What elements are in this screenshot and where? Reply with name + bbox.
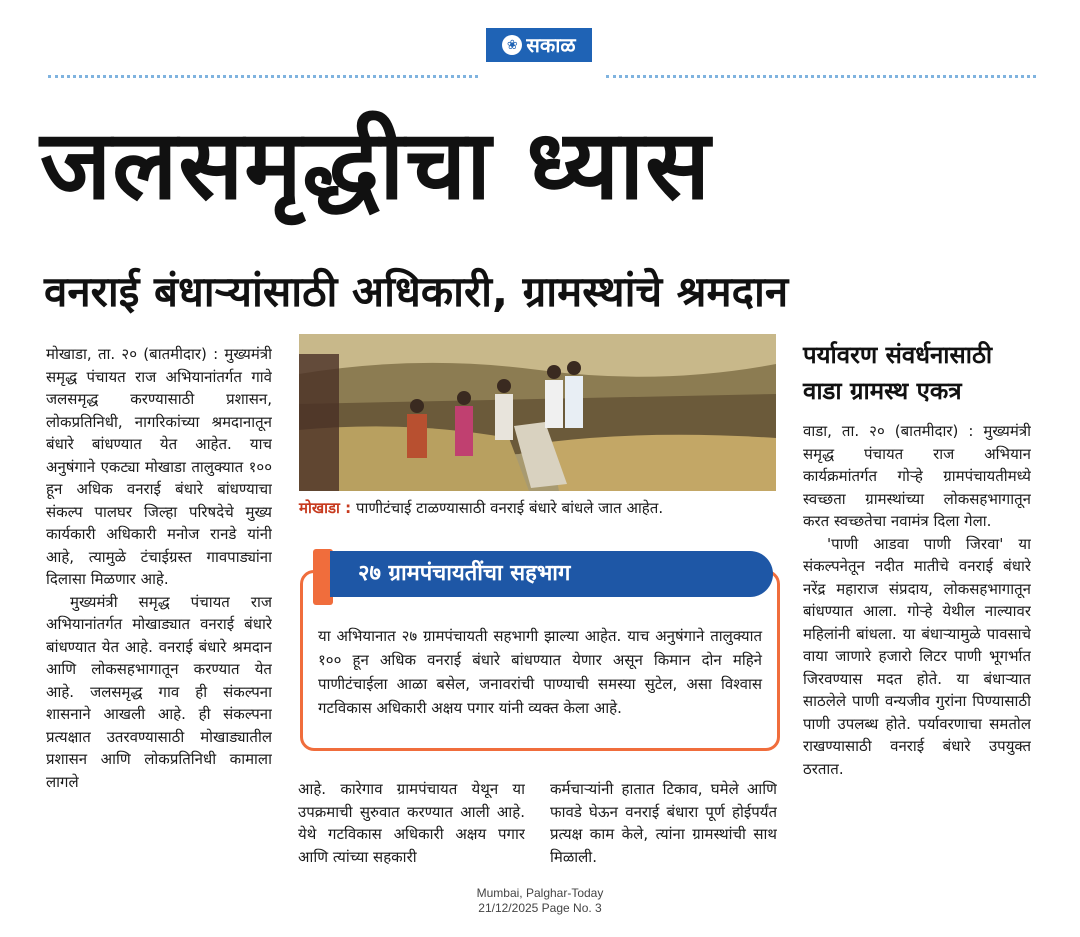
side-story-paragraph-1: वाडा, ता. २० (बातमीदार) : मुख्यमंत्री समृद्ध पंचायत राज अभियान कार्यक्रमांतर्गत गोऱ्हे ग्रामपंचायतीमध्ये स्वच्छता ग्रामस्थांच्या लोकसहभागातून करत स्वच्छतेचा नवामंत्र दिला गेला. bbox=[803, 422, 1031, 530]
footer-edition: Mumbai, Palghar-Today bbox=[476, 886, 604, 900]
news-photo bbox=[299, 334, 776, 491]
newspaper-logo bbox=[486, 28, 592, 62]
highlight-box-text: या अभियानात २७ ग्रामपंचायती सहभागी झाल्या आहेत. याच अनुषंगाने तालुक्यात १०० हून अधिक वनराई बंधारे बांधण्यात येणार असून किमान दोन महिने पाणीटंचाईला आळा बसेल, जनावरांची पाण्याची समस्या सुटेल, असा विश्वास गटविकास अधिकारी अक्षय पगार यांनी व्यक्त केला आहे. bbox=[318, 627, 762, 717]
main-story-paragraph-2: मुख्यमंत्री समृद्ध पंचायत राज अभियानांतर्गत मोखाड्यात वनराई बंधारे बांधण्यात येत आहे. वनराई बंधारे श्रमदान आणि लोकसहभागातून करण्यात येत आहे. जलसमृद्ध गाव ही संकल्पना शासनाने आखली आहे. ही संकल्पना प्रत्यक्षात उतरवण्यासाठी मोखाड्यातील प्रशासन आणि लोकप्रतिनिधी कामाला लागले bbox=[46, 592, 272, 791]
main-story-paragraph-1: मोखाडा, ता. २० (बातमीदार) : मुख्यमंत्री समृद्ध पंचायत राज अभियानांतर्गत गावे जलसमृद्ध करण्यासाठी प्रशासन, लोकप्रतिनिधी, नागरिकांच्या श्रमदानातून बंधारे बांधण्यात येत आहेत. याच अनुषंगाने एकट्या मोखाडा तालुक्यात १०० हून अधिक वनराई बंधारे बांधण्याचा संकल्प पालघर जिल्हा परिषदेचे मुख्य कार्यकारी अधिकारी मनोज रानडे यांनी आहे, त्यामुळे टंचाईग्रस्त गावपाड्यांना दिलासा मिळणार आहे. bbox=[46, 345, 272, 588]
masthead-divider-right bbox=[606, 75, 1036, 78]
side-story-column bbox=[803, 420, 1031, 880]
logo-emblem-icon: ❀ bbox=[502, 35, 522, 55]
side-story-headline: पर्यावरण संवर्धनासाठी वाडा ग्रामस्थ एकत्र bbox=[803, 341, 993, 405]
main-story-column-3 bbox=[550, 778, 777, 880]
photo-caption bbox=[299, 498, 776, 518]
main-story-column-3-text: कर्मचाऱ्यांनी हातात टिकाव, घमेले आणि फावडे घेऊन वनराई बंधारा पूर्ण होईपर्यंत प्रत्यक्ष काम केले, त्यांना ग्रामस्थांची साथ मिळाली. bbox=[550, 780, 777, 866]
caption-place: मोखाडा : bbox=[299, 499, 352, 517]
headline: जलसमृद्धीचा ध्यास bbox=[40, 109, 711, 221]
side-story-paragraph-2: 'पाणी आडवा पाणी जिरवा' या संकल्पनेतून नदीत मातीचे वनराई बंधारे नरेंद्र महाराज संप्रदाय, लोकसहभागातून बांधण्यात आला. गोऱ्हे येथील नाल्यावर महिलांनी बांधला. या बंधाऱ्यामुळे पावसाचे वाया जाणारे हजारो लिटर पाणी भूगर्भात जिरवण्यास मदत होते. या बंधाऱ्यात साठलेले पाणी वन्यजीव गुरांना पिण्यासाठी पाणी उपलब्ध होते. पर्यावरणाचा समतोल राखण्यासाठी वनराई बंधारे उपयुक्त ठरतात. bbox=[803, 534, 1031, 778]
photo-illustration bbox=[299, 334, 776, 491]
caption-text: पाणीटंचाई टाळण्यासाठी वनराई बंधारे बांधले जात आहेत. bbox=[355, 499, 664, 517]
main-story-column-2-text: आहे. कारेगाव ग्रामपंचायत येथून या उपक्रमाची सुरुवात करण्यात आली आहे. येथे गटविकास अधिकारी अक्षय पगार आणि त्यांच्या सहकारी bbox=[298, 780, 525, 866]
main-story-column-2 bbox=[298, 778, 525, 880]
main-story-column-1 bbox=[46, 343, 272, 880]
footer-date-page: 21/12/2025 Page No. 3 bbox=[478, 901, 602, 915]
subheadline: वनराई बंधाऱ्यांसाठी अधिकारी, ग्रामस्थांचे श्रमदान bbox=[44, 267, 789, 316]
highlight-box-title: २७ ग्रामपंचायतींचा सहभाग bbox=[330, 551, 773, 597]
logo-text: सकाळ bbox=[526, 33, 576, 57]
page-footer bbox=[430, 886, 650, 916]
masthead-divider-left bbox=[48, 75, 478, 78]
